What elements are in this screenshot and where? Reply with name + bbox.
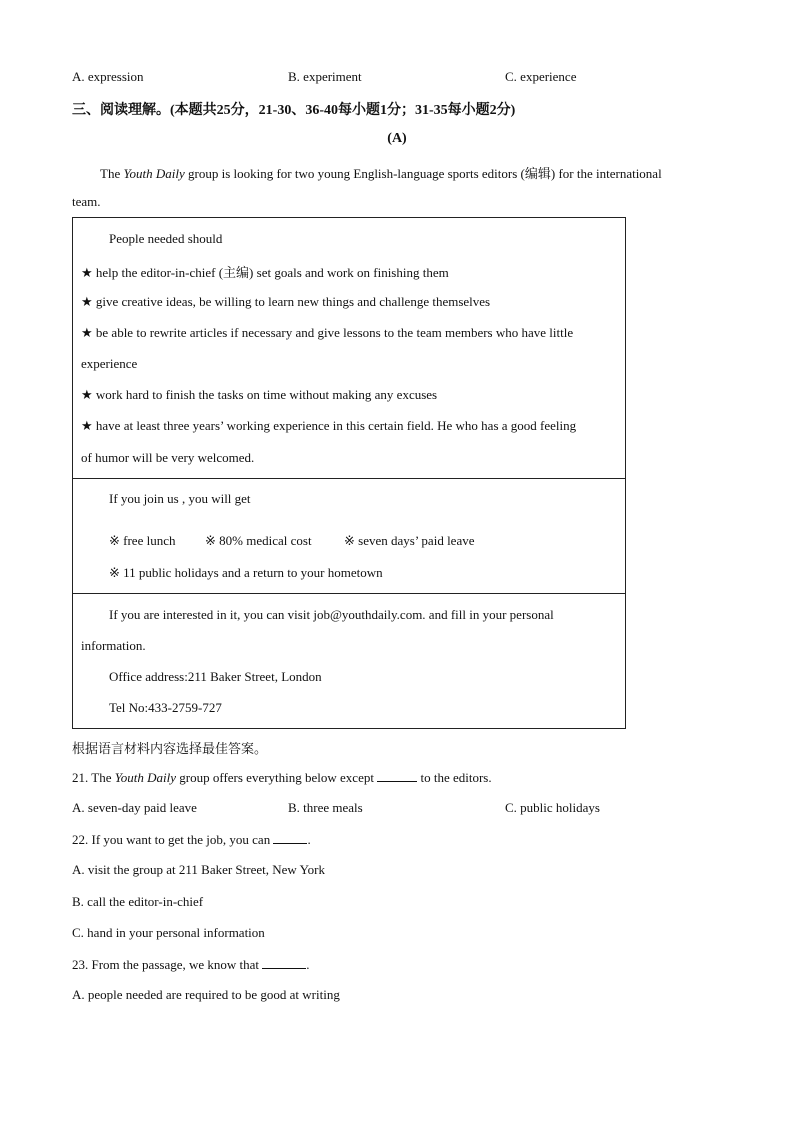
instruction: 根据语言材料内容选择最佳答案。 — [72, 741, 268, 756]
q21-option-c[interactable]: C. public holidays — [505, 800, 600, 815]
answer-blank[interactable] — [273, 831, 307, 844]
benefits-title: If you join us , you will get — [109, 491, 251, 506]
q21-option-a[interactable]: A. seven-day paid leave — [72, 800, 197, 815]
telephone-number: Tel No:433-2759-727 — [109, 700, 222, 715]
q22-option-a[interactable]: A. visit the group at 211 Baker Street, New York — [72, 862, 325, 877]
benefit-item: ※ 80% medical cost — [205, 533, 312, 548]
q21-option-b[interactable]: B. three meals — [288, 800, 363, 815]
requirement-item: ★ help the editor-in-chief (主编) set goals and work on finishing them — [81, 265, 449, 280]
requirement-item-continued: of humor will be very welcomed. — [81, 450, 255, 465]
benefit-item: ※ seven days’ paid leave — [344, 533, 475, 548]
contact-line-continued: information. — [81, 638, 146, 653]
requirement-item: ★ have at least three years’ working experience in this certain field. He who has a good feeling — [81, 418, 577, 433]
job-ad-box — [72, 217, 626, 729]
answer-blank[interactable] — [377, 769, 417, 782]
answer-blank[interactable] — [262, 956, 306, 969]
q20-option-b: B. experiment — [288, 69, 362, 84]
benefits-section — [73, 478, 625, 593]
q20-option-a: A. expression — [72, 69, 144, 84]
contact-line: If you are interested in it, you can visit job@youthdaily.com. and fill in your personal — [109, 607, 554, 622]
q23-option-a[interactable]: A. people needed are required to be good at writing — [72, 987, 340, 1002]
benefit-item: ※ 11 public holidays and a return to your hometown — [109, 565, 383, 580]
benefit-item: ※ free lunch — [109, 533, 176, 548]
section-heading: 三、阅读理解。(本题共25分，21-30、36-40每小题1分；31-35每小题2分) — [72, 103, 516, 118]
requirement-item-continued: experience — [81, 356, 138, 371]
q22-option-c[interactable]: C. hand in your personal information — [72, 925, 265, 940]
q20-option-c: C. experience — [505, 69, 577, 84]
q22-option-b[interactable]: B. call the editor-in-chief — [72, 894, 204, 909]
q23-stem: 23. From the passage, we know that . — [72, 957, 310, 972]
contact-section — [73, 593, 625, 730]
requirements-section — [73, 218, 625, 478]
requirement-item: ★ give creative ideas, be willing to learn new things and challenge themselves — [81, 294, 491, 309]
q22-stem: 22. If you want to get the job, you can . — [72, 832, 311, 847]
requirement-item: ★ be able to rewrite articles if necessary and give lessons to the team members who have little — [81, 325, 574, 340]
newspaper-name: Youth Daily — [123, 166, 185, 181]
requirement-item: ★ work hard to finish the tasks on time without making any excuses — [81, 387, 438, 402]
q21-stem: 21. The Youth Daily group offers everything below except to the editors. — [72, 770, 492, 785]
intro-line-1: The Youth Daily group is looking for two young English-language sports editors (编辑) for the international — [100, 166, 662, 181]
intro-line-2: team. — [72, 194, 101, 209]
office-address: Office address:211 Baker Street, London — [109, 669, 322, 684]
passage-label: (A) — [387, 131, 407, 146]
requirements-title: People needed should — [109, 231, 223, 246]
